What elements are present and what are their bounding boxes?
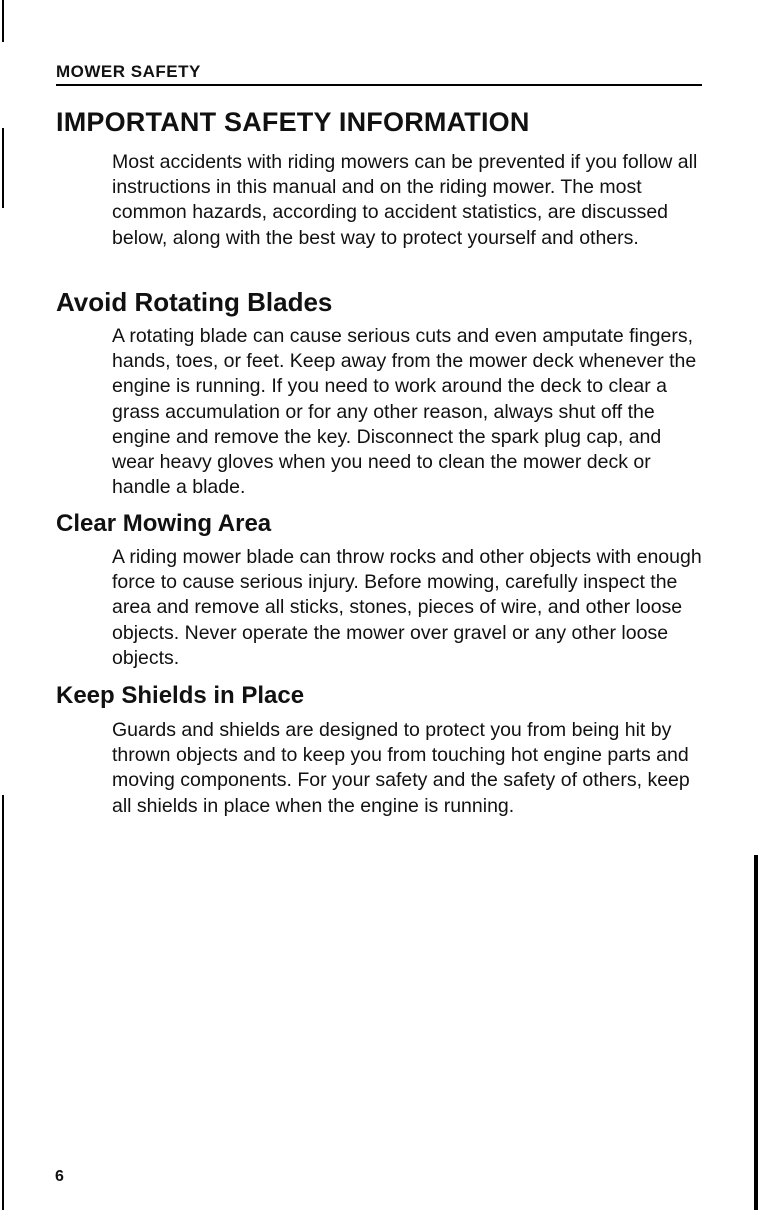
section-body-keep-shields: Guards and shields are designed to protect you from being hit by thrown objects and to keep you from touching hot engine parts and moving components. For your safety and the safety of others, keep all shields in place when the engine is running. — [112, 719, 690, 817]
page-title: IMPORTANT SAFETY INFORMATION — [56, 107, 530, 137]
header-divider — [56, 84, 702, 86]
section-body-rotating-blades: A rotating blade can cause serious cuts and even amputate fingers, hands, toes, or feet. Keep away from the mower deck whenever the engine is running. If you need to work around the deck to clear a grass accumulation or for any other reason, always shut off the engine and remove the key. Disconnect the spark plug cap, and wear heavy gloves when you need to clean the mower deck or handle a blade. — [112, 325, 697, 499]
page-number: 6 — [55, 1168, 64, 1185]
scan-edge-left — [0, 0, 4, 1210]
section-heading-clear-mowing-area: Clear Mowing Area — [56, 510, 272, 537]
scan-edge-right — [752, 0, 760, 1210]
section-heading-keep-shields: Keep Shields in Place — [56, 682, 305, 709]
section-heading-rotating-blades: Avoid Rotating Blades — [56, 287, 333, 317]
section-body-clear-mowing-area: A riding mower blade can throw rocks and other objects with enough force to cause serious injury. Before mowing, carefully inspect the area and remove all sticks, stones, pieces of wire, and other loose objects. Never operate the mower over gravel or any other loose objects. — [112, 546, 702, 669]
intro-paragraph: Most accidents with riding mowers can be prevented if you follow all instructions in this manual and on the riding mower. The most common hazards, according to accident statistics, are discussed below, along with the best way to protect yourself and others. — [112, 151, 698, 249]
section-header-label: MOWER SAFETY — [56, 62, 201, 81]
